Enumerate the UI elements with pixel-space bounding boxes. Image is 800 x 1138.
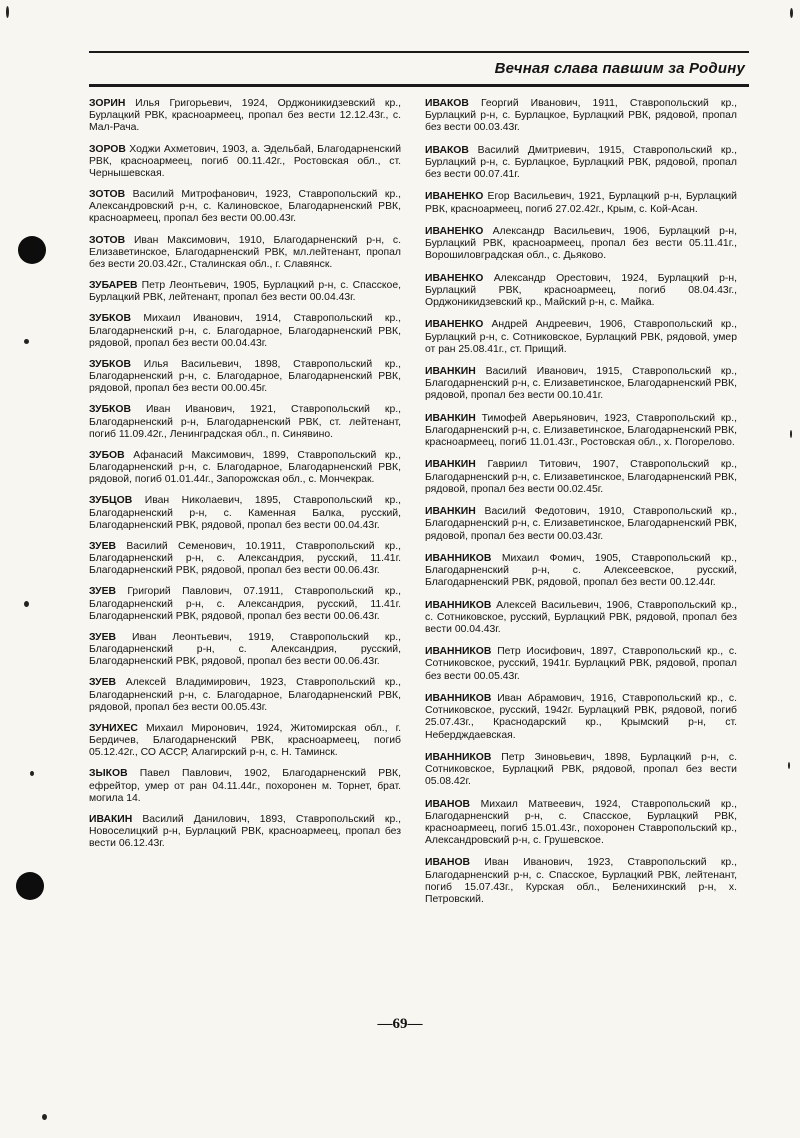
entry-details: Алексей Васильевич, 1906, Ставропольский кр., с. Сотниковское, русский, Бурлацкий РВК, рядовой, пропал без вести 00.04.43г. — [425, 599, 737, 635]
entry-surname: ИВАНКИН — [425, 459, 476, 471]
entry-surname: ЗЫКОВ — [89, 768, 128, 780]
header-rule-top — [89, 51, 749, 53]
entry-details: Василий Иванович, 1915, Ставропольский кр., Благодарненский р-н, с. Елизаветинское, Благодарненский РВК, рядовой, пропал без вести 00.10.41г. — [425, 366, 738, 402]
memorial-entry — [425, 506, 737, 543]
entry-surname: ЗУБОВ — [89, 449, 125, 461]
entry-surname: ИВАНКИН — [425, 506, 476, 518]
entry-details: Петр Иосифович, 1897, Ставропольский кр., с. Сотниковское, русский, 1941г. Бурлацкий РВК, рядовой, пропал без вести 00.05.43г. — [425, 646, 738, 682]
entry-details: Тимофей Аверьянович, 1923, Ставропольский кр., Благодарненский р-н, с. Елизаветинское, Благодарненский РВК, красноармеец, погиб 11.01.43г., Ростовская обл., х. Погорелово. — [425, 412, 737, 449]
entry-details: Василий Федотович, 1910, Ставропольский кр., Благодарненский р-н, с. Елизаветинское, Благодарненский РВК, рядовой, пропал без вести 00.03.43г. — [425, 506, 737, 542]
memorial-entry — [89, 280, 401, 304]
entry-details: Алексей Владимирович, 1923, Ставропольский кр., Благодарненский р-н, с. Благодарное, Благодарненский РВК, рядовой, пропал без вести 00.05.43г. — [89, 677, 401, 713]
entry-details: Иван Николаевич, 1895, Ставропольский кр., Благодарненский р-н, с. Каменная Балка, русский, Благодарненский РВК, рядовой, пропал без вести 00.04.43г. — [89, 495, 401, 531]
entry-surname: ИВАНЕНКО — [425, 191, 484, 203]
entry-surname: ЗУБКОВ — [89, 358, 131, 370]
entry-surname: ИВАКИН — [89, 813, 133, 825]
entry-surname: ЗУЕВ — [89, 586, 117, 598]
memorial-entry — [89, 404, 401, 441]
entry-details: Василий Митрофанович, 1923, Ставропольский кр., Александровский р-н, с. Калиновское, Благодарненский РВК, красноармеец, пропал без вести 00.00.43г. — [89, 189, 402, 225]
entry-details: Павел Павлович, 1902, Благодарненский РВК, ефрейтор, умер от ран 04.11.44г., похоронен м. Торнет, брат. могила 14. — [89, 768, 401, 804]
memorial-entry — [425, 226, 737, 263]
entry-surname: ИВАНОВ — [425, 857, 471, 869]
binder-hole-top — [18, 236, 46, 264]
memorial-entry — [425, 191, 737, 215]
scan-speck — [24, 339, 29, 344]
entry-details: Иван Иванович, 1923, Ставропольский кр., Благодарненский р-н, с. Спасское, Бурлацкий РВК, лейтенант, погиб 15.07.43г., Курская обл., Беленихинский р-н, х. Петровский. — [425, 857, 737, 906]
entry-surname: ИВАННИКОВ — [425, 599, 492, 611]
memorial-entry — [89, 677, 401, 714]
entry-surname: ЗУБКОВ — [89, 404, 131, 416]
entry-surname: ЗУЕВ — [89, 540, 117, 552]
entry-surname: ИВАКОВ — [425, 98, 469, 109]
memorial-entry — [89, 235, 401, 272]
memorial-entry — [89, 189, 401, 226]
entry-details: Иван Максимович, 1910, Благодарненский р-н, с. Елизаветинское, Благодарненский РВК, мл.лейтенант, пропал без вести 20.03.42г., Сталинская обл., г. Славянск. — [89, 234, 401, 270]
entry-details: Василий Дмитриевич, 1915, Ставропольский кр., Бурлацкий р-н, с. Бурлацкое, Бурлацкий РВК, рядовой, пропал без вести 00.07.41г. — [425, 144, 737, 181]
entry-surname: ИВАНЕНКО — [425, 225, 484, 237]
memorial-entry — [89, 495, 401, 532]
memorial-entry — [425, 366, 737, 403]
memorial-entry — [89, 98, 401, 135]
right-column — [425, 98, 737, 916]
memorial-entry — [425, 98, 737, 135]
memorial-entry — [425, 693, 737, 742]
running-header-title: Вечная слава павшим за Родину — [494, 60, 745, 77]
entry-details: Илья Васильевич, 1898, Ставропольский кр., Благодарненский р-н, с. Благодарное, Благодарненский РВК, рядовой, пропал без вести 00.00.45г. — [89, 358, 401, 395]
scan-speck — [790, 8, 793, 18]
entry-surname: ЗУБКОВ — [89, 313, 131, 325]
entry-surname: ЗУЕВ — [89, 677, 117, 689]
entry-details: Василий Данилович, 1893, Ставропольский кр., Новоселицкий р-н, Бурлацкий РВК, красноармеец, пропал без вести 06.12.43г. — [89, 813, 401, 850]
header-rule-bottom — [89, 84, 749, 87]
entry-details: Александр Васильевич, 1906, Бурлацкий р-н, Бурлацкий РВК, красноармеец, пропал без вести 05.11.41г., Ворошиловградская обл., с. Дьяково. — [425, 225, 738, 262]
entry-details: Афанасий Максимович, 1899, Ставропольский кр., Благодарненский р-н, с. Благодарное, Благодарненский РВК, рядовой, погиб 01.01.44г., Запорожская обл., с. Мончекрак. — [89, 449, 401, 486]
memorial-entry — [425, 413, 737, 450]
scan-speck — [788, 762, 790, 769]
scan-speck — [790, 430, 792, 438]
entry-surname: ИВАННИКОВ — [425, 552, 492, 564]
entry-details: Михаил Иванович, 1914, Ставропольский кр., Благодарненский р-н, с. Благодарное, Благодарненский РВК, рядовой, пропал без вести 00.04.43г. — [89, 313, 401, 349]
entry-surname: ЗОРОВ — [89, 143, 126, 155]
scan-speck — [6, 6, 9, 18]
entry-surname: ИВАНОВ — [425, 798, 471, 810]
memorial-entry — [425, 799, 737, 848]
entry-details: Михаил Миронович, 1924, Житомирская обл., г. Бердичев, Благодарненский РВК, красноармеец, погиб 05.12.42г., СО АССР, Алагирский р-н, с. Н. Таминск. — [89, 722, 401, 759]
entry-surname: ЗУБАРЕВ — [89, 280, 138, 291]
memorial-entry — [425, 600, 737, 637]
entry-details: Михаил Матвеевич, 1924, Ставропольский кр., Благодарненский р-н, с. Спасское, Бурлацкий РВК, красноармеец, погиб 15.01.43г., похоронен Ставропольский кр., Александровский р-н, с. Грушевское. — [425, 798, 737, 847]
entry-surname: ЗУЕВ — [89, 631, 117, 643]
entry-details: Иван Леонтьевич, 1919, Ставропольский кр., Благодарненский р-н, с. Александрия, русский, Благодарненский РВК, рядовой, пропал без вести 00.06.43г. — [89, 631, 402, 668]
entry-surname: ЗУНИХЕС — [89, 722, 138, 734]
entry-surname: ЗОТОВ — [89, 234, 126, 246]
entry-surname: ИВАНЕНКО — [425, 319, 484, 331]
entry-details: Петр Зиновьевич, 1898, Бурлацкий р-н, с. Сотниковское, Бурлацкий РВК, рядовой, пропал без вести 05.08.42г. — [425, 751, 738, 788]
entry-details: Петр Леонтьевич, 1905, Бурлацкий р-н, с. Спасское, Бурлацкий РВК, лейтенант, пропал без вести 00.04.43г. — [89, 280, 401, 304]
entry-surname: ЗУБЦОВ — [89, 495, 133, 507]
memorial-entry — [425, 273, 737, 310]
entry-details: Георгий Иванович, 1911, Ставропольский кр., Бурлацкий р-н, с. Бурлацкое, Бурлацкий РВК, рядовой, пропал без вести 00.03.43г. — [425, 98, 737, 134]
entry-surname: ИВАННИКОВ — [425, 646, 492, 658]
memorial-entry — [89, 768, 401, 805]
entry-surname: ИВАНКИН — [425, 366, 476, 378]
scan-speck — [42, 1114, 47, 1120]
entry-details: Андрей Андреевич, 1906, Ставропольский кр., Бурлацкий р-н, с. Сотниковское, Бурлацкий РВК, рядовой, умер от ран 25.08.41г., ст. Прищий. — [425, 319, 737, 355]
memorial-entry — [425, 145, 737, 182]
memorial-entry — [89, 632, 401, 669]
entry-details: Александр Орестович, 1924, Бурлацкий р-н, Бурлацкий РВК, красноармеец, погиб 08.04.43г., Орджоникидзевский кр., Майский р-н, с. Майка. — [425, 272, 738, 309]
entry-surname: ЗОРИН — [89, 98, 126, 109]
scan-speck — [24, 601, 29, 607]
memorial-entry — [89, 450, 401, 487]
entry-surname: ЗОТОВ — [89, 189, 126, 200]
scan-speck — [30, 771, 34, 776]
memorial-entry — [425, 857, 737, 906]
entry-details: Ходжи Ахметович, 1903, а. Эдельбай, Благодарненский РВК, красноармеец, погиб 00.11.42г., Ростовская обл., ст. Чернышевская. — [89, 143, 401, 179]
left-column — [89, 98, 401, 859]
entry-details: Григорий Павлович, 07.1911, Ставропольский кр., Благодарненский р-н, с. Александрия, русский, 11.41г. Благодарненский РВК, рядовой, пропал без вести 00.06.43г. — [89, 586, 402, 622]
memorial-entry — [425, 752, 737, 789]
entry-surname: ИВАННИКОВ — [425, 692, 492, 704]
memorial-entry — [425, 459, 737, 496]
memorial-entry — [89, 541, 401, 578]
page-number: —69— — [377, 1016, 423, 1032]
memorial-entry — [89, 586, 401, 623]
memorial-entry — [425, 319, 737, 356]
entry-surname: ИВАННИКОВ — [425, 751, 492, 763]
binder-hole-bottom — [16, 872, 44, 900]
memorial-entry — [89, 814, 401, 851]
memorial-entry — [89, 144, 401, 181]
memorial-entry — [89, 313, 401, 350]
memorial-entry — [425, 646, 737, 683]
entry-details: Иван Абрамович, 1916, Ставропольский кр., с. Сотниковское, русский, 1942г. Бурлацкий РВК, рядовой, погиб 25.07.43г., Краснодарский кр., Крымский р-н, ст. Небердждаевская. — [425, 692, 737, 741]
entry-details: Василий Семенович, 10.1911, Ставропольский кр., Благодарненский р-н, с. Александрия, русский, 11.41г. Благодарненский РВК, рядовой, пропал без вести 00.06.43г. — [89, 540, 401, 577]
entry-details: Егор Васильевич, 1921, Бурлацкий р-н, Бурлацкий РВК, красноармеец, погиб 27.02.42г., Крым, с. Кой-Асан. — [425, 191, 737, 215]
memorial-entry — [89, 359, 401, 396]
entry-details: Иван Иванович, 1921, Ставропольский кр., Благодарненский р-н, Благодарненский РВК, ст. лейтенант, погиб 11.09.42г., Ленинградская обл., п. Синявино. — [89, 404, 401, 440]
entry-surname: ИВАКОВ — [425, 144, 469, 156]
memorial-entry — [425, 553, 737, 590]
entry-details: Илья Григорьевич, 1924, Орджоникидзевский кр., Бурлацкий РВК, красноармеец, пропал без вести 12.12.43г., с. Мал-Рача. — [89, 98, 401, 134]
entry-surname: ИВАНЕНКО — [425, 272, 484, 284]
entry-surname: ИВАНКИН — [425, 412, 476, 424]
entry-details: Гавриил Титович, 1907, Ставропольский кр., Благодарненский р-н, с. Елизаветинское, Благодарненский РВК, рядовой, пропал без вести 00.02.45г. — [425, 459, 737, 495]
memorial-entry — [89, 723, 401, 760]
entry-details: Михаил Фомич, 1905, Ставропольский кр., Благодарненский р-н, с. Алексеевское, русский, Благодарненский РВК, рядовой, пропал без вести 00.12.44г. — [425, 552, 737, 589]
